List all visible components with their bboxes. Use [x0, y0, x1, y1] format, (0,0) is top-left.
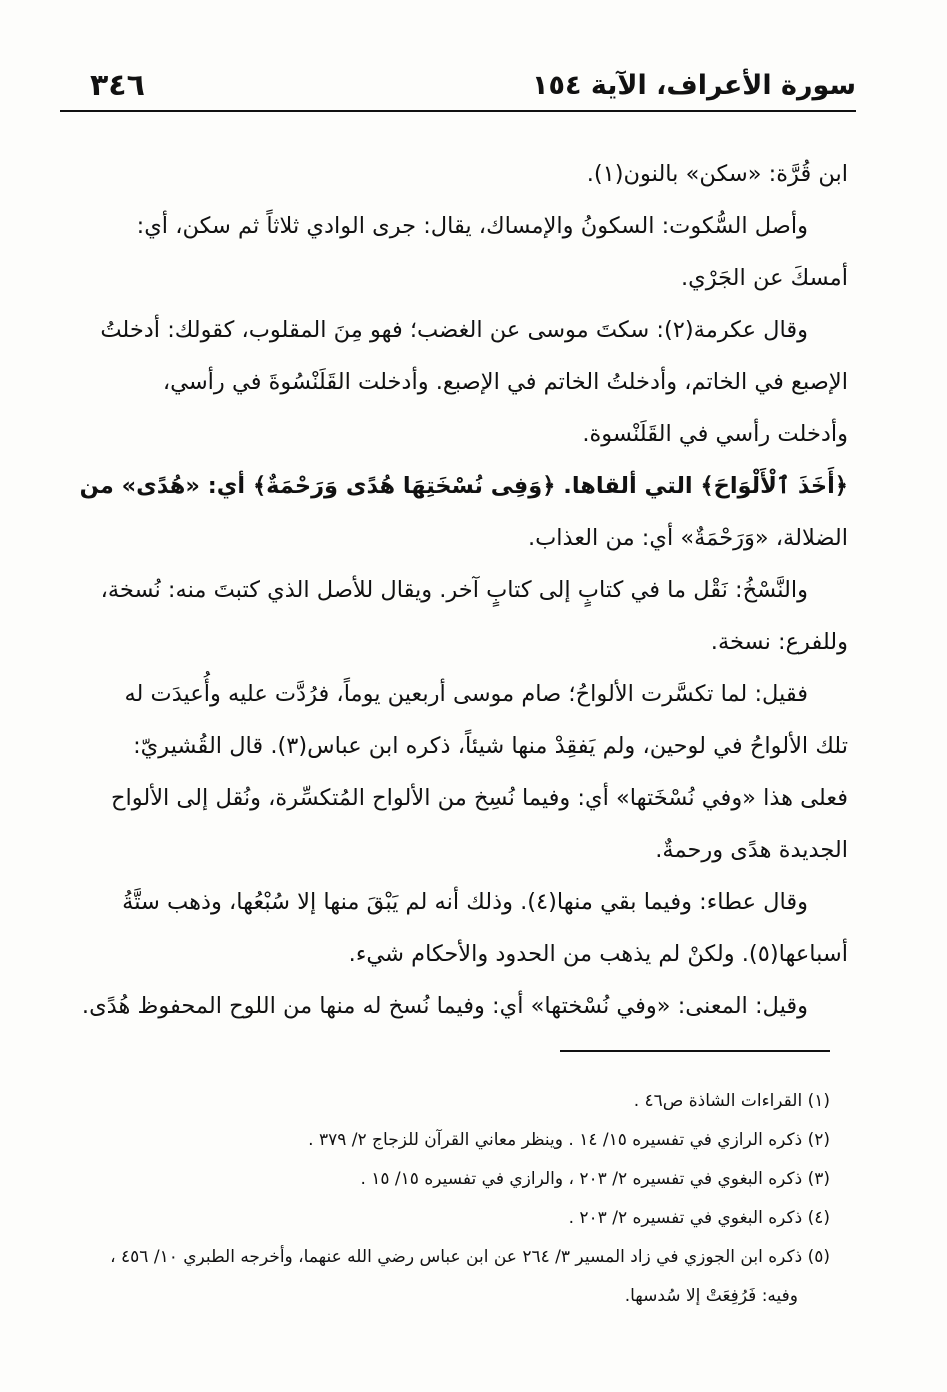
footnote-continuation: وفيه: فَرُفِعَتْ إلا سُدسها.: [624, 1286, 798, 1306]
page-number: ٣٤٦: [90, 68, 145, 103]
body-line: والنَّسْخُ: نَقْل ما في كتابٍ إلى كتابٍ آخر. ويقال للأصل الذي كتبتَ منه: نُسخة،: [100, 577, 808, 603]
body-line: وأصل السُّكوت: السكونُ والإمساك، يقال: جرى الوادي ثلاثاً ثم سكن، أي:: [136, 213, 808, 239]
body-line: فعلى هذا «وفي نُسْخَتها» أي: وفيما نُسِخ من الألواح المُتكسِّرة، ونُقل إلى الألواح: [110, 785, 848, 811]
body-line: الجديدة هدًى ورحمةٌ.: [655, 837, 848, 863]
footnote-separator: [560, 1050, 830, 1052]
body-line: تلك الألواحُ في لوحين، ولم يَفقِدْ منها شيئاً، ذكره ابن عباس(٣). قال القُشيريّ:: [133, 733, 848, 759]
body-line: وأدخلت رأسي في القَلَنْسوة.: [582, 421, 848, 447]
body-line: أمسكَ عن الجَرْي.: [680, 265, 848, 291]
body-text: [58, 148, 848, 1032]
body-line: وقيل: المعنى: «وفي نُسْختها» أي: وفيما نُسخ له منها من اللوح المحفوظ هُدًى.: [81, 993, 808, 1019]
running-head: سورة الأعراف، الآية ١٥٤: [532, 70, 856, 101]
body-line: ابن قُرَّة: «سكن» بالنون(١).: [586, 161, 848, 187]
body-line: وقال عكرمة(٢): سكتَ موسى عن الغضب؛ فهو مِنَ المقلوب، كقولك: أدخلتُ: [100, 317, 808, 343]
body-line: الضلالة، «وَرَحْمَةٌ» أي: من العذاب.: [527, 525, 848, 551]
footnote-item: (٤) ذكره البغوي في تفسيره ٢/ ٢٠٣ .: [568, 1208, 830, 1228]
footnote-item: (١) القراءات الشاذة ص٤٦ .: [633, 1091, 830, 1111]
footnotes: [110, 1082, 830, 1316]
footnote-item: (٢) ذكره الرازي في تفسيره ١٥/ ١٤ . وينظر معاني القرآن للزجاج ٢/ ٣٧٩ .: [308, 1130, 830, 1150]
body-line: فقيل: لما تكسَّرت الألواحُ؛ صام موسى أربعين يوماً، فرُدَّت عليه وأُعيدَت له: [124, 681, 808, 707]
quran-verse-line: ﴿أَخَذَ ٱلْأَلْوَاحَ﴾ التي ألقاها. ﴿وَفِى نُسْخَتِهَا هُدًى وَرَحْمَةٌ﴾ أي: «هُدًى» من: [79, 473, 848, 499]
body-line: أسباعها(٥). ولكنْ لم يذهب من الحدود والأحكام شيء.: [348, 941, 848, 967]
page-header: [60, 60, 856, 112]
body-line: وللفرع: نسخة.: [710, 629, 848, 655]
footnote-item: (٣) ذكره البغوي في تفسيره ٢/ ٢٠٣ ، والرازي في تفسيره ١٥/ ١٥ .: [360, 1169, 830, 1189]
body-line: الإصبع في الخاتم، وأدخلتُ الخاتم في الإصبع. وأدخلت القَلَنْسُوةَ في رأسي،: [162, 369, 848, 395]
header-rule: [60, 110, 856, 112]
body-line: وقال عطاء: وفيما بقي منها(٤). وذلك أنه لم يَبْقَ منها إلا سُبْعُها، وذهب ستَّةُ: [122, 889, 808, 915]
footnote-item: (٥) ذكره ابن الجوزي في زاد المسير ٣/ ٢٦٤ عن ابن عباس رضي الله عنهما، وأخرجه الطبري ١٠/ ٤٥٦ ،: [110, 1247, 830, 1267]
